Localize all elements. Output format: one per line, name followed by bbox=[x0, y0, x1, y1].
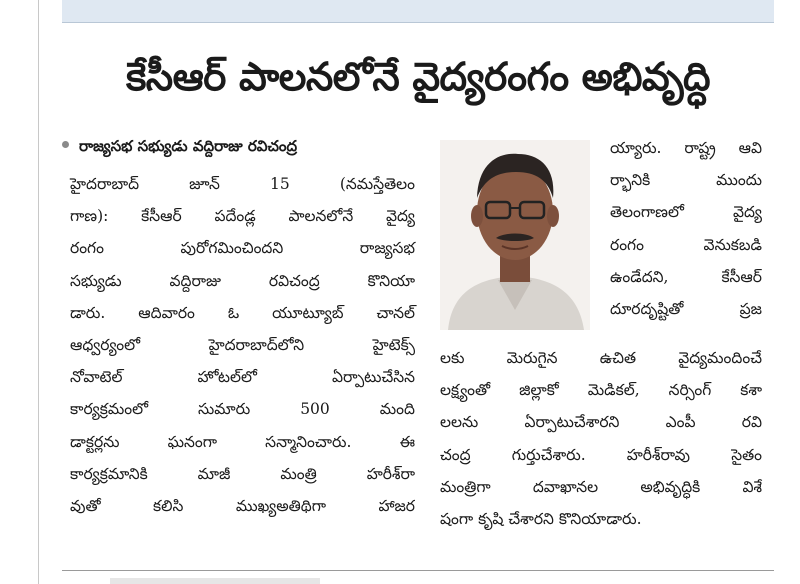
body-line: చంద్ర గుర్తుచేశారు. హరీశ్‌రావు సైతం bbox=[440, 445, 762, 464]
byline-text: రాజ్యసభ సభ్యుడు వద్దిరాజు రవిచంద్ర bbox=[79, 137, 298, 155]
body-line: మంత్రిగా దవాఖానల అభివృద్ధికి విశే bbox=[440, 477, 762, 496]
body-line: ఉండేదని, కేసీఆర్ bbox=[610, 267, 762, 286]
next-article-fragment bbox=[110, 578, 320, 584]
article-headline: కేసీఆర్ పాలనలోనే వైద్యరంగం అభివృద్ధి bbox=[125, 55, 711, 100]
article-bottom-rule bbox=[62, 570, 774, 571]
article-body-left-column bbox=[70, 168, 415, 522]
body-line: లక్ష్యంతో జిల్లాకో మెడికల్, నర్సింగ్ కశా bbox=[440, 381, 762, 400]
person-portrait-icon bbox=[440, 140, 590, 330]
body-line: ర్భానికి ముందు bbox=[610, 171, 762, 190]
body-line: హైదరాబాద్ జూన్ 15 (నమస్తేతెలం bbox=[70, 175, 415, 193]
body-line: షంగా కృషి చేశారని కొనియాడారు. bbox=[440, 510, 642, 529]
article-byline bbox=[62, 136, 422, 156]
article-body-right-top-column bbox=[610, 132, 762, 325]
bullet-icon bbox=[62, 141, 69, 148]
body-line: డాక్టర్లను ఘనంగా సన్మానించారు. ఈ bbox=[70, 432, 415, 451]
body-line: డారు. ఆదివారం ఓ యూట్యూబ్ చానల్ bbox=[70, 303, 415, 322]
body-line: రంగం పురోగమించిందని రాజ్యసభ bbox=[70, 239, 415, 258]
body-line: వుతో కలిసి ముఖ్యఅతిథిగా హాజర bbox=[70, 497, 415, 516]
body-line: కార్యక్రమంలో సుమారు 500 మంది bbox=[70, 400, 415, 419]
body-line: తెలంగాణలో వైద్య bbox=[610, 203, 762, 222]
body-line: య్యారు. రాష్ట్ర ఆవి bbox=[610, 139, 762, 157]
body-line: ఆధ్వర్యంలో హైదరాబాద్‌లోని హైటెక్స్ bbox=[70, 336, 415, 355]
body-line: లలను ఏర్పాటుచేశారని ఎంపీ రవి bbox=[440, 413, 762, 432]
body-line: దూరదృష్టితో ప్రజ bbox=[610, 300, 762, 319]
body-line: సభ్యుడు వద్దిరాజు రవిచంద్ర కొనియా bbox=[70, 271, 415, 290]
page-margin-rule bbox=[38, 0, 39, 584]
article-body-right-bottom-column bbox=[440, 342, 762, 535]
body-line: కార్యక్రమానికి మాజీ మంత్రి హరీశ్‌రా bbox=[70, 464, 415, 483]
mp-portrait-photo bbox=[440, 140, 590, 330]
body-line: గాణ): కేసీఆర్ పదేండ్ల పాలనలోనే వైద్య bbox=[70, 207, 415, 226]
previous-article-band bbox=[62, 0, 774, 23]
body-line: రంగం వెనుకబడి bbox=[610, 235, 762, 254]
body-line: లకు మెరుగైన ఉచిత వైద్యమందించే bbox=[440, 349, 762, 367]
body-line: నోవాటెల్ హోటల్‌లో ఏర్పాటుచేసిన bbox=[70, 368, 415, 387]
